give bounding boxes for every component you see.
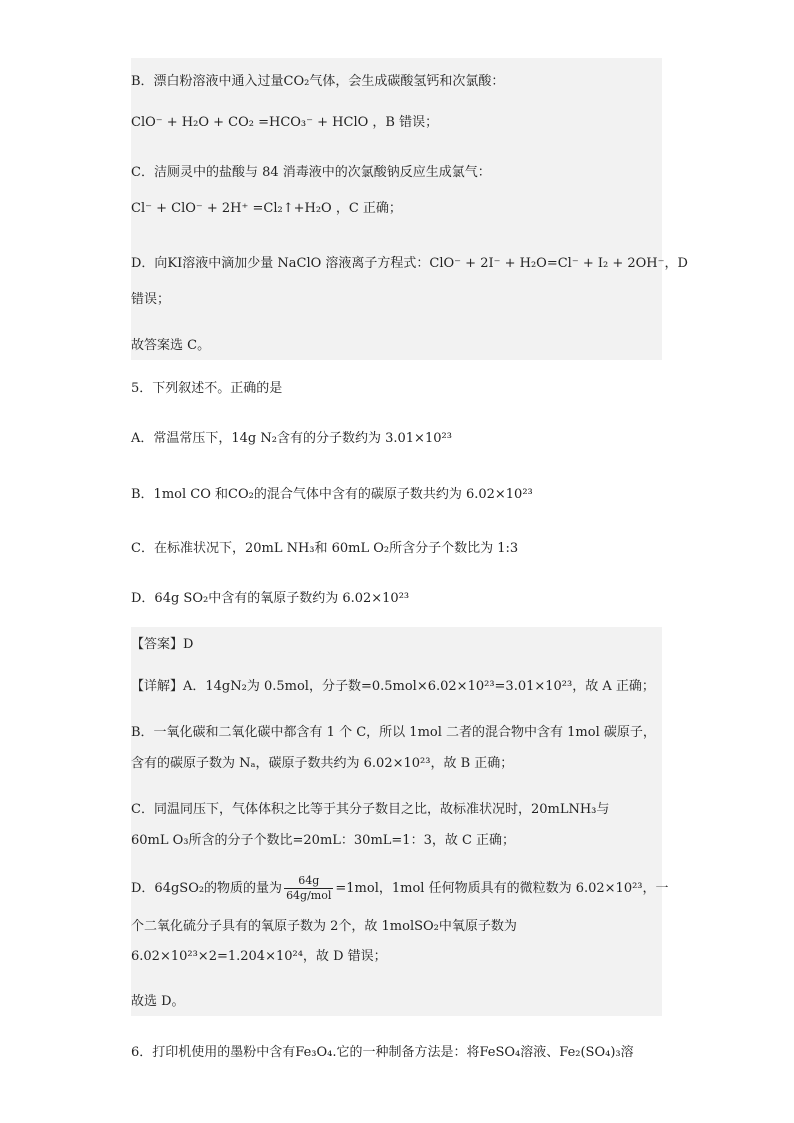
molar-fraction — [284, 874, 333, 903]
question-5-option-b: B．1mol CO 和CO₂的混合气体中含有的碳原子数共约为 6.02×10²³ — [131, 487, 533, 502]
detail-d-suffix: =1mol，1mol 任何物质具有的微粒数为 6.02×10²³，一 — [335, 881, 669, 896]
fraction-numerator: 64g — [284, 874, 333, 889]
detail-a: 【详解】A．14gN₂为 0.5mol，分子数=0.5mol×6.02×10²³=3.01×10²³，故 A 正确； — [131, 679, 655, 694]
detail-d-prefix: D．64gSO₂的物质的量为 — [131, 881, 283, 896]
top-conclusion: 故答案选 C。 — [131, 338, 211, 353]
equation-b: ClO⁻ + H₂O + CO₂ =HCO₃⁻ + HClO ，B 错误； — [131, 115, 439, 130]
question-5-option-a: A．常温常压下，14g N₂含有的分子数约为 3.01×10²³ — [131, 431, 452, 446]
detail-d-line2: 个二氧化硫分子具有的氧原子数为 2个，故 1molSO₂中氧原子数为 — [131, 919, 517, 934]
option-b-explanation: B．漂白粉溶液中通入过量CO₂气体，会生成碳酸氢钙和次氯酸： — [131, 74, 505, 89]
detail-c-line2: 60mL O₃所含的分子个数比=20mL：30mL=1：3，故 C 正确； — [131, 833, 516, 848]
equation-c: Cl⁻ + ClO⁻ + 2H⁺ =Cl₂↑+H₂O ，C 正确； — [131, 201, 402, 216]
question-6-stem: 6．打印机使用的墨粉中含有Fe₃O₄.它的一种制备方法是：将FeSO₄溶液、Fe₂(SO₄)₃溶 — [131, 1045, 634, 1060]
fraction-denominator: 64g/mol — [286, 889, 332, 902]
option-d-explanation: D．向KI溶液中滴加少量 NaClO 溶液离子方程式：ClO⁻ + 2I⁻ + H₂O=Cl⁻ + I₂ + 2OH⁻，D — [131, 256, 688, 271]
detail-b-line1: B．一氧化碳和二氧化碳中都含有 1 个 C，所以 1mol 二者的混合物中含有 1mol 碳原子， — [131, 725, 656, 740]
question-5-stem: 5．下列叙述不。正确的是 — [131, 381, 283, 396]
question-5-option-c: C．在标准状况下，20mL NH₃和 60mL O₂所含分子个数比为 1:3 — [131, 541, 519, 556]
answer-conclusion: 故选 D。 — [131, 994, 185, 1009]
detail-c-line1: C．同温同压下，气体体积之比等于其分子数目之比，故标准状况时，20mLNH₃与 — [131, 802, 610, 817]
answer-label: 【答案】D — [131, 637, 194, 652]
detail-d-line1 — [131, 874, 669, 903]
option-c-explanation: C．洁厕灵中的盐酸与 84 消毒液中的次氯酸钠反应生成氯气： — [131, 165, 491, 180]
option-d-explanation-cont: 错误； — [131, 292, 171, 307]
question-5-option-d: D．64g SO₂中含有的氧原子数约为 6.02×10²³ — [131, 591, 410, 606]
detail-b-line2: 含有的碳原子数为 Nₐ，碳原子数共约为 6.02×10²³，故 B 正确； — [131, 756, 514, 771]
detail-d-line3: 6.02×10²³×2=1.204×10²⁴，故 D 错误； — [131, 949, 387, 964]
